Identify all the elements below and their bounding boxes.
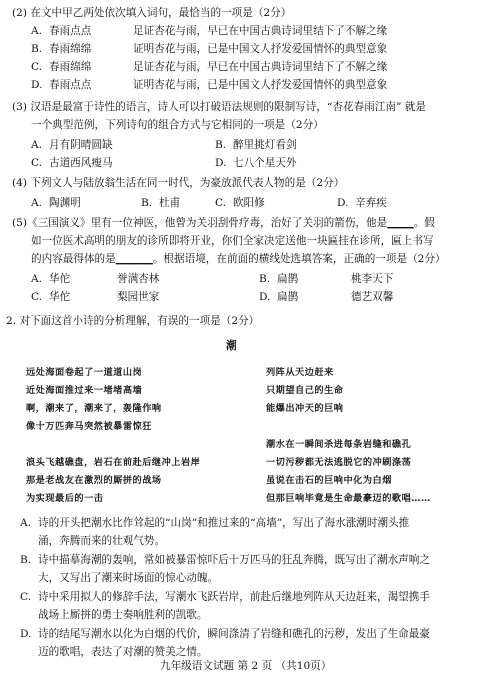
question-5-line-2: 如一位医术高明的朋友的诊所即将开业，你们全家决定送他一块匾挂在诊所，匾上书写 (31, 235, 434, 247)
question-text: (5)《三国演义》里有一位神医，他曾为关羽刮骨疗毒，治好了关羽的箭伤，他是 (12, 217, 388, 229)
poem-line: 能爆出冲天的巨响 (266, 403, 344, 414)
option-text: 德艺双馨 (351, 291, 394, 303)
option-letter: C. (31, 291, 43, 303)
option-letter: C. (20, 591, 32, 603)
option-text: 诗中描摹海潮的轰响，常如被暴雷惊吓后十万匹马的狂乱奔腾，既写出了潮水声响之 (38, 554, 430, 566)
question-3-stem-cont: 一个典型范例，下列诗句的组合方式与它相同的一项是（2分） (31, 119, 324, 131)
question-2-heading: 2. 对下面这首小诗的分析理解，有误的一项是（2分） (6, 315, 260, 327)
question-text: 。假 (413, 217, 435, 229)
poem-title: 潮 (226, 340, 237, 352)
poem-line: 一切污秽都无法逃脱它的冲刷涤荡 (266, 457, 412, 468)
answer-blank: _______ (115, 253, 153, 265)
option-text: 陶渊明 (49, 197, 81, 209)
question-text: 的内容最得体的是 (31, 253, 116, 265)
option-text: 桃李天下 (351, 273, 394, 285)
option-text: 辛弃疾 (355, 197, 387, 209)
question-5-line-3 (31, 252, 446, 266)
option-text: 古道西风瘦马 (49, 157, 113, 169)
option-name: 扁鹊 (277, 291, 299, 303)
option-text: 足证杏花与雨，早已在中国古典诗词里结下了不解之缘 (133, 61, 388, 73)
option-phrase: 春雨点点 (49, 79, 92, 91)
option-letter: D. (31, 79, 43, 91)
option-phrase: 春雨绵绵 (49, 43, 92, 55)
option-text-cont: 大，又写出了潮来时场面的惊心动魄。 (38, 572, 219, 584)
option-text: 梨园世家 (117, 291, 160, 303)
option-letter: C. (31, 157, 43, 169)
option-letter: D. (215, 157, 227, 169)
poem-line: 为实现最后的一击 (26, 493, 104, 504)
poem-line: 那是老战友在激烈的厮拼的战场 (26, 475, 162, 486)
option-text: 欧阳修 (233, 197, 265, 209)
option-text: 醉里挑灯看剑 (233, 139, 297, 151)
option-name: 华佗 (49, 291, 71, 303)
question-4-stem: (4) 下列文人与陆放翁生活在同一时代，为豪放派代表人物的是（2分） (12, 177, 345, 189)
option-letter: B. (31, 43, 43, 55)
question-3-stem: (3) 汉语是最富于诗性的语言，诗人可以打破语法规则的限制写诗，“杏花春雨江南” 就是 (12, 101, 426, 113)
option-text: 足证杏花与雨，早已在中国古典诗词里结下了不解之缘 (133, 25, 388, 37)
poem-line: 啊，潮来了，潮来了，轰隆作响 (26, 403, 162, 414)
option-letter: C. (31, 61, 43, 73)
answer-blank: _____ (387, 217, 414, 229)
option-letter: A. (31, 197, 43, 209)
option-letter: C. (215, 197, 227, 209)
option-text: 杜甫 (159, 197, 181, 209)
poem-line: 近处海面推过来一堵堵高墙 (26, 385, 143, 396)
poem-line: 潮水在一瞬间杀进每条岩缝和礁孔 (266, 439, 412, 450)
option-letter: D. (259, 291, 271, 303)
option-text: 诗中采用拟人的修辞手法，写潮水飞跃岩岸，前赴后继地列阵从天边赶来，渴望携手 (38, 591, 430, 603)
option-letter: A. (31, 273, 43, 285)
option-text: 诗的结尾写潮水以化为白烟的代价，瞬间涤清了岩缝和礁孔的污秽，发出了生命最豪 (38, 628, 430, 640)
poem-line: 只期望自己的生命 (266, 385, 344, 396)
option-letter: B. (141, 197, 153, 209)
option-text: 诗的开头把潮水比作耸起的“山岗”和推过来的“高墙”，写出了海水涨潮时潮头推 (38, 517, 410, 529)
option-letter: D. (20, 628, 32, 640)
option-letter: A. (31, 25, 43, 37)
option-text: 七八个星天外 (233, 157, 297, 169)
poem-line: 列阵从天边赶来 (266, 367, 334, 378)
option-text: 誉满杏林 (117, 273, 160, 285)
question-5-line-1 (12, 216, 435, 230)
option-text-cont: 涌，奔腾而来的壮观气势。 (38, 535, 166, 547)
option-letter: B. (215, 139, 227, 151)
option-letter: D. (337, 197, 349, 209)
option-text-cont: 迈的歌唱，表达了对潮的赞美之情。 (38, 646, 208, 658)
poem-line: 远处海面卷起了一道道山岗 (26, 367, 143, 378)
option-text: 证明杏花与雨，已是中国文人抒发爱国情怀的典型意象 (133, 43, 388, 55)
option-text: 月有阴晴圆缺 (49, 139, 113, 151)
question-2-stem: (2) 在文中甲乙两处依次填入词句，最恰当的一项是（2分） (12, 7, 292, 19)
option-name: 华佗 (49, 273, 71, 285)
option-phrase: 春雨绵绵 (49, 61, 92, 73)
page-footer: 九年级语文试题 第 2 页 （共10页） (160, 660, 332, 672)
poem-line: 虽说在击石的巨响中化为白烟 (266, 475, 392, 486)
poem-line: 浪头飞越礁盘，岩石在前赴后继冲上岩岸 (26, 457, 201, 468)
option-letter: A. (20, 517, 32, 529)
poem-line: 但那巨响毕竟是生命最豪迈的歌唱…… (266, 493, 431, 504)
option-letter: B. (20, 554, 32, 566)
option-name: 扁鹊 (277, 273, 299, 285)
option-phrase: 春雨点点 (49, 25, 92, 37)
poem-line: 像十万匹奔马突然被暴雷惊狂 (26, 421, 152, 432)
option-text-cont: 战场上厮拼的勇士奏响胜利的凯歌。 (38, 609, 208, 621)
question-text: 。根据语境，在前面的横线处选填答案，正确的一项是（2分） (152, 253, 446, 265)
option-letter: A. (31, 139, 43, 151)
option-letter: B. (259, 273, 271, 285)
option-text: 证明杏花与雨，已是中国文人抒发爱国情怀的典型意象 (133, 79, 388, 91)
